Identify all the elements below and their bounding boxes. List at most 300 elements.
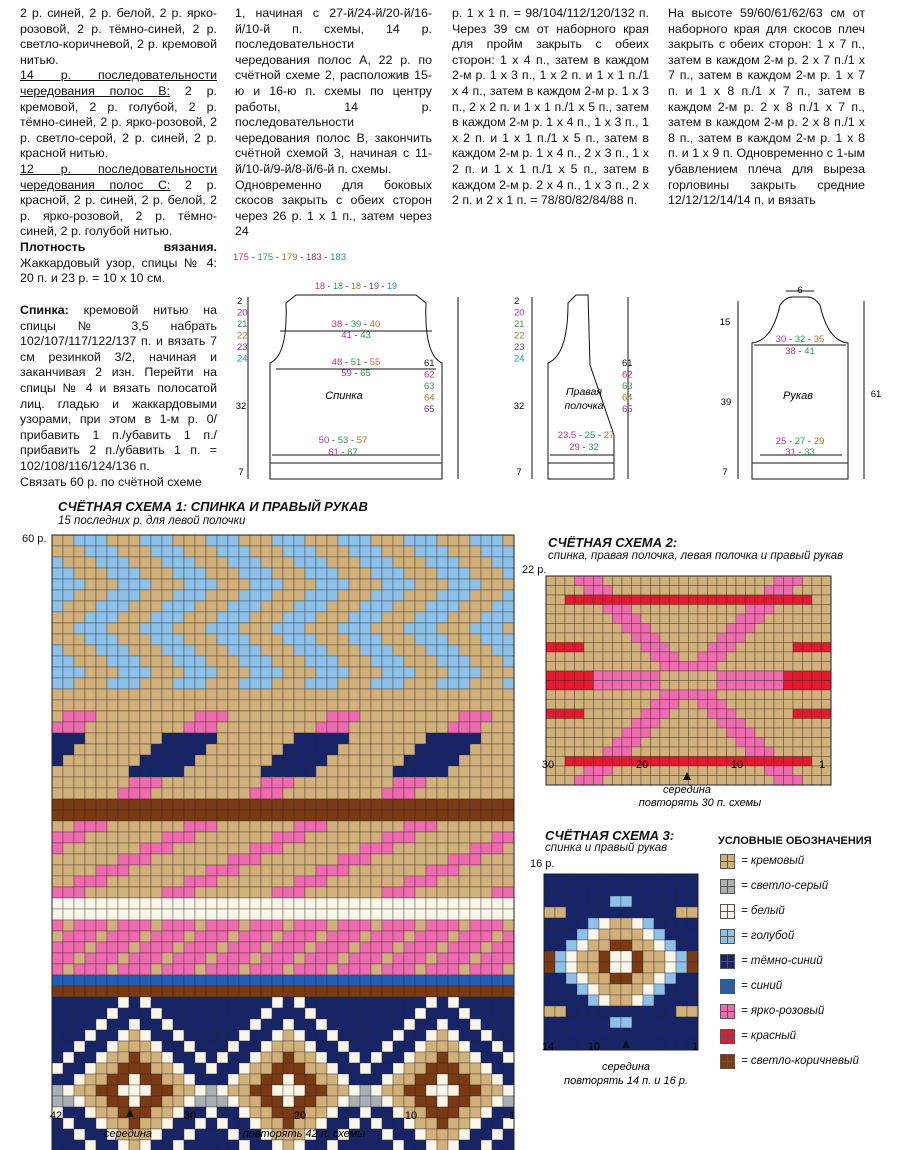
chart1-cell bbox=[85, 557, 96, 568]
chart1-cell bbox=[327, 744, 338, 755]
chart1-cell bbox=[481, 832, 492, 843]
chart1-cell bbox=[492, 1074, 503, 1085]
chart2-cell bbox=[632, 662, 642, 672]
chart1-cell bbox=[85, 975, 96, 986]
chart3-cell bbox=[643, 995, 654, 1006]
chart1-cell bbox=[173, 535, 184, 546]
chart2-cell bbox=[584, 595, 594, 605]
chart1-cell bbox=[74, 1118, 85, 1129]
chart1-cell bbox=[283, 931, 294, 942]
chart1-cell bbox=[371, 1019, 382, 1030]
chart1-cell bbox=[492, 623, 503, 634]
chart1-cell bbox=[129, 1085, 140, 1096]
chart1-cell bbox=[118, 1074, 129, 1085]
chart1-cell bbox=[85, 1096, 96, 1107]
chart3-cell bbox=[687, 907, 698, 918]
chart1-cell bbox=[250, 1107, 261, 1118]
chart1-cell bbox=[492, 1030, 503, 1041]
chart1-cell bbox=[316, 865, 327, 876]
chart1-cell bbox=[250, 546, 261, 557]
front-height-left: 32 bbox=[513, 401, 525, 412]
chart3-cell bbox=[665, 995, 676, 1006]
chart1-cell bbox=[140, 1085, 151, 1096]
chart1-cell bbox=[63, 1085, 74, 1096]
chart1-cell bbox=[184, 788, 195, 799]
chart1-cell bbox=[415, 953, 426, 964]
chart1-cell bbox=[415, 601, 426, 612]
chart3-cell bbox=[577, 962, 588, 973]
chart2-cell bbox=[613, 709, 623, 719]
chart1-cell bbox=[96, 744, 107, 755]
chart1-cell bbox=[338, 854, 349, 865]
chart1-cell bbox=[415, 535, 426, 546]
chart3-cell bbox=[566, 962, 577, 973]
chart1-cell bbox=[393, 931, 404, 942]
chart1-cell bbox=[85, 535, 96, 546]
chart1-cell bbox=[338, 821, 349, 832]
chart3-cell bbox=[610, 1028, 621, 1039]
chart3-cell bbox=[654, 918, 665, 929]
chart2-cell bbox=[765, 671, 775, 681]
chart1-cell bbox=[305, 898, 316, 909]
chart1-cell bbox=[239, 557, 250, 568]
chart1-cell bbox=[437, 557, 448, 568]
chart3-cell bbox=[632, 951, 643, 962]
chart1-cell bbox=[415, 854, 426, 865]
chart3-cell bbox=[665, 907, 676, 918]
chart2-cell bbox=[556, 766, 566, 776]
chart1-cell bbox=[316, 887, 327, 898]
chart1-cell bbox=[107, 975, 118, 986]
chart1-cell bbox=[217, 1030, 228, 1041]
chart1-cell bbox=[173, 1052, 184, 1063]
chart1-cell bbox=[349, 1085, 360, 1096]
chart1-cell bbox=[426, 810, 437, 821]
chart1-cell bbox=[250, 986, 261, 997]
chart1-cell bbox=[415, 1030, 426, 1041]
chart1-cell bbox=[503, 766, 514, 777]
chart1-cell bbox=[107, 821, 118, 832]
chart1-cell bbox=[52, 821, 63, 832]
chart1-cell bbox=[228, 953, 239, 964]
chart1-cell bbox=[206, 986, 217, 997]
chart1-cell bbox=[338, 942, 349, 953]
chart1-cell bbox=[217, 799, 228, 810]
chart1-cell bbox=[151, 821, 162, 832]
chart3-cell bbox=[555, 907, 566, 918]
chart2-cell bbox=[803, 719, 813, 729]
chart1-cell bbox=[261, 997, 272, 1008]
chart1-cell bbox=[338, 1063, 349, 1074]
chart3-cell bbox=[632, 1006, 643, 1017]
chart2-cell bbox=[812, 652, 822, 662]
chart1-cell bbox=[228, 964, 239, 975]
chart1-cell bbox=[404, 1041, 415, 1052]
chart2-cell bbox=[717, 576, 727, 586]
chart1-cell bbox=[140, 1019, 151, 1030]
chart1-cell bbox=[437, 865, 448, 876]
chart2-cell bbox=[793, 595, 803, 605]
chart1-cell bbox=[107, 920, 118, 931]
chart3-cell bbox=[621, 1017, 632, 1028]
chart1-cell bbox=[228, 898, 239, 909]
chart1-cell bbox=[459, 777, 470, 788]
chart1-cell bbox=[63, 810, 74, 821]
chart2-cell bbox=[774, 690, 784, 700]
chart2-cell bbox=[660, 681, 670, 691]
chart2-cell bbox=[784, 633, 794, 643]
chart1-cell bbox=[261, 634, 272, 645]
chart1-cell bbox=[173, 645, 184, 656]
chart1-cell bbox=[107, 1052, 118, 1063]
chart1-cell bbox=[437, 1063, 448, 1074]
chart2-cell bbox=[765, 576, 775, 586]
chart1-cell bbox=[85, 645, 96, 656]
chart2-cell bbox=[603, 652, 613, 662]
chart1-cell bbox=[250, 1085, 261, 1096]
chart1-cell bbox=[371, 1118, 382, 1129]
chart1-cell bbox=[426, 931, 437, 942]
chart1-cell bbox=[272, 799, 283, 810]
chart1-cell bbox=[371, 678, 382, 689]
chart1-cell bbox=[239, 953, 250, 964]
chart2-cell bbox=[565, 671, 575, 681]
chart1-cell bbox=[404, 612, 415, 623]
chart1-cell bbox=[404, 986, 415, 997]
chart1-cell bbox=[206, 810, 217, 821]
chart3-cell bbox=[643, 896, 654, 907]
chart2-cell bbox=[651, 652, 661, 662]
chart1-cell bbox=[459, 975, 470, 986]
chart1-cell bbox=[74, 810, 85, 821]
chart1-cell bbox=[129, 755, 140, 766]
chart1-cell bbox=[140, 612, 151, 623]
chart2-cell bbox=[717, 719, 727, 729]
chart1-x-label: 1 bbox=[508, 1110, 516, 1122]
chart2-cell bbox=[546, 652, 556, 662]
chart1-cell bbox=[239, 931, 250, 942]
chart1-cell bbox=[140, 711, 151, 722]
chart1-cell bbox=[448, 755, 459, 766]
chart1-cell bbox=[228, 546, 239, 557]
chart1-cell bbox=[63, 909, 74, 920]
back-armhole-rows: 24 bbox=[237, 353, 248, 365]
chart1-cell bbox=[74, 579, 85, 590]
chart1-cell bbox=[217, 821, 228, 832]
chart3-cell bbox=[577, 973, 588, 984]
chart2-cell bbox=[565, 700, 575, 710]
chart1-cell bbox=[459, 1129, 470, 1140]
chart1-cell bbox=[283, 843, 294, 854]
chart1-cell bbox=[481, 678, 492, 689]
chart3-cell bbox=[621, 896, 632, 907]
chart1-cell bbox=[228, 612, 239, 623]
chart1-cell bbox=[118, 689, 129, 700]
chart1-cell bbox=[217, 1052, 228, 1063]
back-w3b: 61 - 67 bbox=[328, 447, 358, 458]
chart1-cell bbox=[162, 920, 173, 931]
chart1-cell bbox=[63, 799, 74, 810]
chart1-cell bbox=[360, 535, 371, 546]
chart1-cell bbox=[184, 931, 195, 942]
chart1-cell bbox=[382, 953, 393, 964]
chart1-cell bbox=[349, 942, 360, 953]
chart1-cell bbox=[107, 1063, 118, 1074]
chart1-cell bbox=[481, 601, 492, 612]
chart1-cell bbox=[294, 1140, 305, 1150]
chart1-cell bbox=[217, 986, 228, 997]
chart1-cell bbox=[283, 942, 294, 953]
chart2-cell bbox=[708, 652, 718, 662]
chart3-cell bbox=[654, 1028, 665, 1039]
chart1-cell bbox=[118, 865, 129, 876]
chart1-cell bbox=[481, 711, 492, 722]
chart3-cell bbox=[643, 951, 654, 962]
chart1-cell bbox=[96, 645, 107, 656]
chart1-cell bbox=[162, 755, 173, 766]
chart2-cell bbox=[698, 719, 708, 729]
chart1-cell bbox=[349, 744, 360, 755]
chart1-cell bbox=[129, 1063, 140, 1074]
chart1-cell bbox=[74, 843, 85, 854]
chart1-cell bbox=[195, 590, 206, 601]
chart2-cell bbox=[594, 633, 604, 643]
chart1-cell bbox=[173, 590, 184, 601]
chart1-cell bbox=[382, 722, 393, 733]
chart1-cell bbox=[382, 1008, 393, 1019]
chart1-cell bbox=[360, 1008, 371, 1019]
chart1-cell bbox=[305, 876, 316, 887]
chart1-cell bbox=[349, 766, 360, 777]
chart2-cell bbox=[575, 605, 585, 615]
chart1-cell bbox=[305, 612, 316, 623]
chart2-cell bbox=[660, 747, 670, 757]
chart1-cell bbox=[129, 1096, 140, 1107]
chart2-cell bbox=[594, 576, 604, 586]
chart1-cell bbox=[327, 942, 338, 953]
chart1-cell bbox=[459, 997, 470, 1008]
chart1-cell bbox=[217, 557, 228, 568]
chart1-cell bbox=[184, 909, 195, 920]
chart3-cell bbox=[665, 896, 676, 907]
chart1-cell bbox=[415, 865, 426, 876]
chart2-cell bbox=[717, 747, 727, 757]
chart1-cell bbox=[272, 1085, 283, 1096]
chart1-cell bbox=[316, 612, 327, 623]
chart1-cell bbox=[316, 1096, 327, 1107]
chart1-cell bbox=[404, 843, 415, 854]
chart1-cell bbox=[228, 1019, 239, 1030]
chart1-cell bbox=[492, 689, 503, 700]
chart1-cell bbox=[272, 1019, 283, 1030]
chart3-cell bbox=[599, 907, 610, 918]
chart1-cell bbox=[107, 777, 118, 788]
chart2-cell bbox=[546, 738, 556, 748]
chart1-cell bbox=[195, 623, 206, 634]
chart1-cell bbox=[305, 931, 316, 942]
chart1-cell bbox=[195, 810, 206, 821]
chart1-cell bbox=[107, 1019, 118, 1030]
chart1-cell bbox=[437, 920, 448, 931]
chart1-cell bbox=[448, 1140, 459, 1150]
chart2-cell bbox=[727, 719, 737, 729]
chart1-cell bbox=[261, 821, 272, 832]
chart2-cell bbox=[717, 766, 727, 776]
chart2-cell bbox=[594, 671, 604, 681]
chart1-cell bbox=[503, 656, 514, 667]
chart1-cell bbox=[129, 535, 140, 546]
chart1-cell bbox=[393, 1019, 404, 1030]
chart1-cell bbox=[261, 964, 272, 975]
chart3-cell bbox=[577, 940, 588, 951]
chart1-cell bbox=[206, 601, 217, 612]
chart2-cell bbox=[565, 633, 575, 643]
chart1-cell bbox=[415, 590, 426, 601]
chart1-cell bbox=[305, 1096, 316, 1107]
chart3-cell bbox=[687, 885, 698, 896]
chart2-cell bbox=[641, 738, 651, 748]
chart3-rows-label: 16 р. bbox=[530, 858, 555, 870]
chart1-cell bbox=[448, 1041, 459, 1052]
chart3-cell bbox=[643, 1017, 654, 1028]
chart1-cell bbox=[338, 843, 349, 854]
chart1-cell bbox=[140, 755, 151, 766]
chart1-cell bbox=[173, 1041, 184, 1052]
chart1-cell bbox=[184, 755, 195, 766]
chart1-cell bbox=[261, 568, 272, 579]
chart2-cell bbox=[784, 576, 794, 586]
chart1-cell bbox=[107, 843, 118, 854]
chart2-cell bbox=[660, 576, 670, 586]
chart2-cell bbox=[679, 586, 689, 596]
chart1-cell bbox=[107, 1074, 118, 1085]
chart1-cell bbox=[151, 722, 162, 733]
chart3-cell bbox=[577, 1017, 588, 1028]
chart1-cell bbox=[85, 579, 96, 590]
chart1-cell bbox=[327, 678, 338, 689]
chart1-cell bbox=[327, 931, 338, 942]
chart2-cell bbox=[717, 633, 727, 643]
chart1-cell bbox=[261, 942, 272, 953]
chart1-cell bbox=[228, 689, 239, 700]
chart1-cell bbox=[349, 689, 360, 700]
chart1-cell bbox=[448, 766, 459, 777]
chart3-cell bbox=[654, 885, 665, 896]
chart1-cell bbox=[283, 799, 294, 810]
chart1-cell bbox=[272, 810, 283, 821]
chart2-cell bbox=[746, 586, 756, 596]
chart2-cell bbox=[670, 709, 680, 719]
chart1-cell bbox=[228, 766, 239, 777]
chart1-cell bbox=[74, 711, 85, 722]
chart1-cell bbox=[503, 854, 514, 865]
chart1-cell bbox=[492, 700, 503, 711]
chart3-cell bbox=[665, 940, 676, 951]
chart1-cell bbox=[162, 766, 173, 777]
chart1-cell bbox=[195, 975, 206, 986]
chart2-cell bbox=[651, 586, 661, 596]
chart1-cell bbox=[250, 744, 261, 755]
chart1-cell bbox=[349, 590, 360, 601]
chart1-cell bbox=[162, 953, 173, 964]
chart1-cell bbox=[283, 546, 294, 557]
back-rib-height: 7 bbox=[238, 467, 244, 478]
chart1-cell bbox=[239, 733, 250, 744]
chart2-cell bbox=[679, 700, 689, 710]
chart3-cell bbox=[555, 874, 566, 885]
chart1-cell bbox=[349, 920, 360, 931]
chart1-cell bbox=[448, 689, 459, 700]
chart1-cell bbox=[503, 590, 514, 601]
chart1-cell bbox=[360, 920, 371, 931]
chart1-cell bbox=[195, 865, 206, 876]
chart3-cell bbox=[588, 918, 599, 929]
chart1-cell bbox=[74, 557, 85, 568]
chart1-cell bbox=[140, 700, 151, 711]
chart2-cell bbox=[774, 757, 784, 767]
chart1-cell bbox=[437, 1129, 448, 1140]
chart2-cell bbox=[822, 690, 832, 700]
chart1-cell bbox=[250, 722, 261, 733]
chart1-cell bbox=[217, 568, 228, 579]
chart1-cell bbox=[371, 953, 382, 964]
chart1-cell bbox=[228, 1030, 239, 1041]
chart1-cell bbox=[107, 931, 118, 942]
chart3-cell bbox=[676, 1039, 687, 1050]
chart1-cell bbox=[305, 777, 316, 788]
back-height-sizes: 65 bbox=[424, 404, 435, 415]
chart1-cell bbox=[239, 546, 250, 557]
chart2-cell bbox=[727, 586, 737, 596]
chart1-cell bbox=[294, 656, 305, 667]
chart1-cell bbox=[492, 755, 503, 766]
chart1-cell bbox=[52, 865, 63, 876]
chart1-cell bbox=[184, 854, 195, 865]
chart1-cell bbox=[338, 612, 349, 623]
chart1-cell bbox=[426, 689, 437, 700]
chart1-cell bbox=[503, 777, 514, 788]
chart1-cell bbox=[437, 843, 448, 854]
chart1-cell bbox=[261, 722, 272, 733]
chart1-cell bbox=[184, 667, 195, 678]
chart1-cell bbox=[294, 799, 305, 810]
chart3-cell bbox=[555, 896, 566, 907]
chart2-cell bbox=[641, 633, 651, 643]
chart1-cell bbox=[305, 535, 316, 546]
chart2-cell bbox=[689, 605, 699, 615]
chart1-cell bbox=[305, 997, 316, 1008]
chart1-cell bbox=[415, 733, 426, 744]
chart1-cell bbox=[492, 909, 503, 920]
chart1-cell bbox=[426, 766, 437, 777]
chart3-cell bbox=[654, 1039, 665, 1050]
chart1-cell bbox=[327, 1074, 338, 1085]
chart1-cell bbox=[118, 755, 129, 766]
chart2-cell bbox=[556, 652, 566, 662]
chart1-cell bbox=[470, 1085, 481, 1096]
chart1-cell bbox=[503, 755, 514, 766]
chart1-cell bbox=[448, 700, 459, 711]
chart1-cell bbox=[206, 1008, 217, 1019]
chart2-cell bbox=[765, 586, 775, 596]
chart1-cell bbox=[151, 1107, 162, 1118]
chart1-cell bbox=[74, 1030, 85, 1041]
chart1-cell bbox=[96, 700, 107, 711]
chart1-cell bbox=[415, 546, 426, 557]
chart2-cell bbox=[641, 690, 651, 700]
chart1-cell bbox=[426, 535, 437, 546]
chart1-cell bbox=[96, 634, 107, 645]
